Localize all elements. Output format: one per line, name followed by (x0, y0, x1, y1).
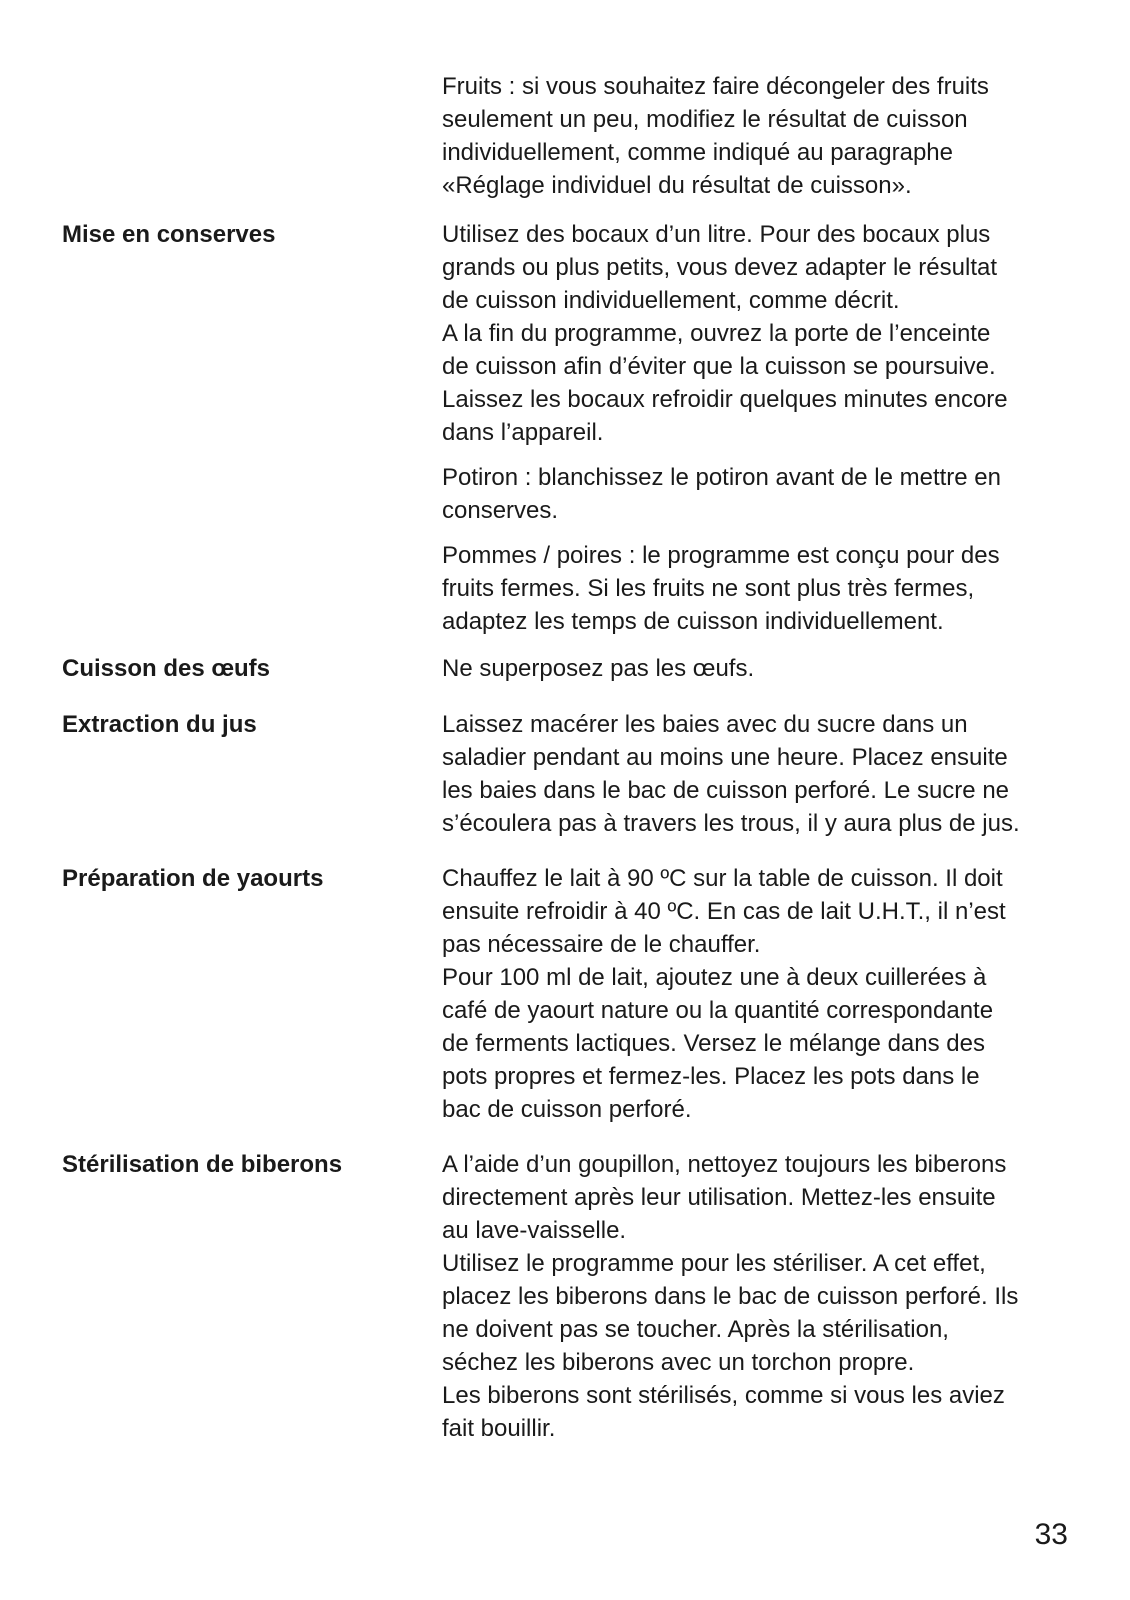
text-line: Chauffez le lait à 90 ºC sur la table de cuisson. Il doit (442, 865, 1003, 892)
section-heading: Préparation de yaourts (62, 865, 324, 892)
text-line: adaptez les temps de cuisson individuellement. (442, 608, 944, 635)
paragraph (442, 539, 1092, 638)
text-line: individuellement, comme indiqué au paragraphe (442, 139, 953, 166)
page-number: 33 (1034, 1518, 1068, 1551)
text-line: Les biberons sont stérilisés, comme si vous les aviez (442, 1382, 1005, 1409)
text-line: directement après leur utilisation. Mettez-les ensuite (442, 1184, 996, 1211)
paragraph (442, 1148, 1092, 1445)
text-line: A l’aide d’un goupillon, nettoyez toujours les biberons (442, 1151, 1007, 1178)
section-heading: Cuisson des œufs (62, 655, 271, 682)
text-line: saladier pendant au moins une heure. Placez ensuite (442, 744, 1008, 771)
section-body (442, 652, 1092, 685)
section-heading: Mise en conserves (62, 221, 276, 248)
text-line: café de yaourt nature ou la quantité correspondante (442, 997, 994, 1024)
text-line: pas nécessaire de le chauffer. (442, 931, 761, 958)
section-body (442, 70, 1092, 202)
text-line: conserves. (442, 497, 559, 524)
section-body (442, 218, 1092, 638)
text-line: ensuite refroidir à 40 ºC. En cas de lait U.H.T., il n’est (442, 898, 1006, 925)
text-line: fruits fermes. Si les fruits ne sont plus très fermes, (442, 575, 975, 602)
section-heading: Stérilisation de biberons (62, 1151, 343, 1178)
text-line: A la fin du programme, ouvrez la porte de l’enceinte (442, 320, 991, 347)
section-heading: Extraction du jus (62, 711, 257, 738)
text-line: de cuisson afin d’éviter que la cuisson se poursuive. (442, 353, 996, 380)
text-line: Ne superposez pas les œufs. (442, 655, 755, 682)
text-line: Laissez les bocaux refroidir quelques minutes encore (442, 386, 1008, 413)
text-line: pots propres et fermez-les. Placez les pots dans le (442, 1063, 980, 1090)
text-line: fait bouillir. (442, 1415, 556, 1442)
text-line: ne doivent pas se toucher. Après la stérilisation, (442, 1316, 949, 1343)
text-line: Pommes / poires : le programme est conçu pour des (442, 542, 1000, 569)
text-line: séchez les biberons avec un torchon propre. (442, 1349, 915, 1376)
text-line: «Réglage individuel du résultat de cuisson». (442, 172, 912, 199)
section-body (442, 708, 1092, 840)
text-line: les baies dans le bac de cuisson perforé. Le sucre ne (442, 777, 1010, 804)
paragraph (442, 461, 1092, 527)
text-line: au lave-vaisselle. (442, 1217, 627, 1244)
text-line: seulement un peu, modifiez le résultat de cuisson (442, 106, 968, 133)
text-line: grands ou plus petits, vous devez adapter le résultat (442, 254, 997, 281)
section-body (442, 1148, 1092, 1445)
text-line: Laissez macérer les baies avec du sucre dans un (442, 711, 968, 738)
text-line: placez les biberons dans le bac de cuisson perforé. Ils (442, 1283, 1019, 1310)
section-body (442, 862, 1092, 1126)
text-line: s’écoulera pas à travers les trous, il y aura plus de jus. (442, 810, 1020, 837)
text-line: Fruits : si vous souhaitez faire décongeler des fruits (442, 73, 989, 100)
paragraph (442, 862, 1092, 1126)
paragraph (442, 708, 1092, 840)
text-line: Utilisez des bocaux d’un litre. Pour des bocaux plus (442, 221, 991, 248)
paragraph (442, 652, 1092, 685)
paragraph (442, 70, 1092, 202)
text-line: Potiron : blanchissez le potiron avant de le mettre en (442, 464, 1001, 491)
text-line: bac de cuisson perforé. (442, 1096, 692, 1123)
paragraph (442, 218, 1092, 449)
text-line: de ferments lactiques. Versez le mélange dans des (442, 1030, 985, 1057)
text-line: de cuisson individuellement, comme décrit. (442, 287, 900, 314)
text-line: Pour 100 ml de lait, ajoutez une à deux cuillerées à (442, 964, 987, 991)
text-line: dans l’appareil. (442, 419, 604, 446)
text-line: Utilisez le programme pour les stériliser. A cet effet, (442, 1250, 986, 1277)
